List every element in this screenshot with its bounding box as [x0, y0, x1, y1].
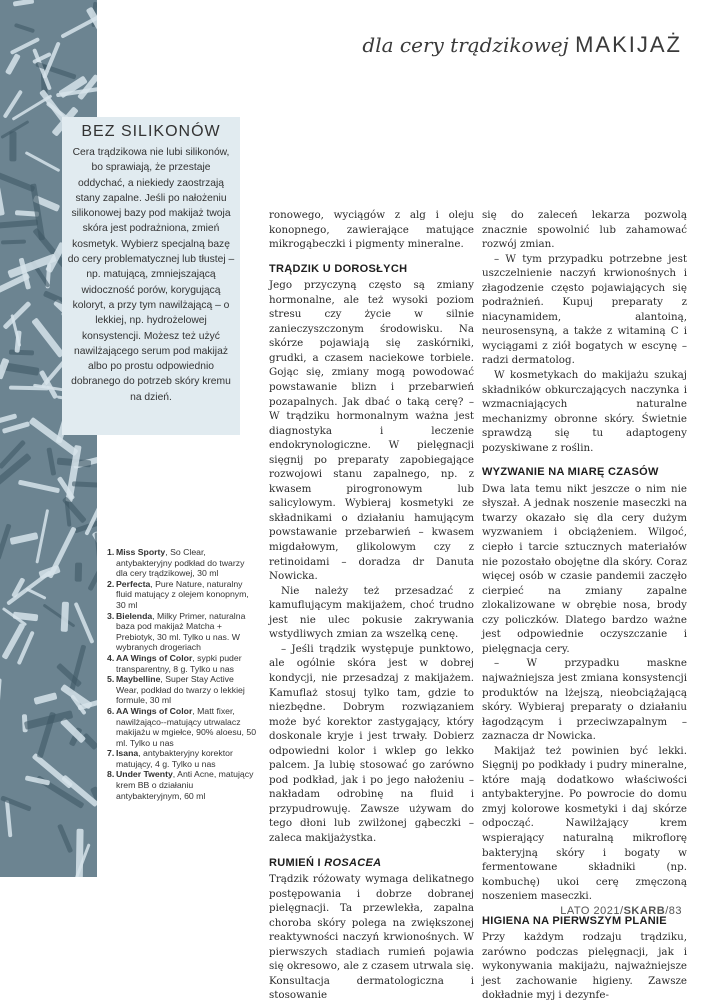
paper-shred-shape [0, 678, 2, 703]
sidebar-box [62, 117, 240, 435]
paper-shred-shape [31, 317, 65, 358]
list-item [107, 547, 257, 579]
paper-shred-shape [87, 560, 97, 591]
paragraph: – W tym przypadku potrzebne jest uszczelnienie naczyń krwionośnych i złagodzenie często pojawiających się podrażnień. Kupuj preparaty z niacynamidem, alantoiną, neurosensyną, a także z witaminą C i wyciągami z ziół bogatych w escynę – radzi dermatolog. [482, 252, 687, 367]
section-heading [269, 856, 474, 871]
paper-shred-shape [0, 168, 35, 193]
paper-shred-shape [24, 151, 59, 172]
paper-shred-shape [0, 186, 5, 215]
paper-shred-shape [5, 53, 21, 76]
paper-shred-shape [60, 601, 69, 631]
paper-shred-shape [3, 362, 40, 375]
item-desc: , sypki puder transparentny, 8 g. Tylko u nas [116, 652, 242, 674]
paper-shred-shape [76, 829, 83, 877]
item-desc: , Matt fixer, nawilżająco--matujący utrwalacz makijażu w mgiełce, 90% aloesu, 50 ml. Tylko u nas [116, 705, 257, 748]
paper-shred-shape [46, 448, 56, 477]
paper-shred-shape [47, 527, 76, 580]
paper-shred-shape [14, 23, 35, 33]
header-lead: dla cery trądzikowej [362, 33, 569, 57]
paper-shred-shape [90, 786, 97, 833]
item-desc: , Milky Primer, naturalna baza pod makijaż Matcha + Prebiotyk, 30 ml. Tylko u nas. W wybranych drogeriach [116, 610, 246, 653]
section-heading: TRĄDZIK U DOROSŁYCH [269, 262, 408, 275]
list-item [107, 769, 257, 801]
list-item [107, 653, 257, 674]
paragraph: – Jeśli trądzik występuje punktowo, ale ogólnie skóra jest w dobrej kondycji, nie przesadzaj z makijażem. Kamuflaż stosuj tylko tam, gdzie to niezbędne. Dobrym rozwiązaniem może być korektor zastygający, który doskonale kryje i jest trwały. Dobierz odpowiedni kolor i wklep go lekko palcem. Ja lubię stosować go zarówno pod podkład, jak i po jego nałożeniu – nakładam odrobinę na fluid i przypudrowuję. Zawsze używam do tego dłoni lub zwilżonej gąbeczki – zaleca makijażystka. [269, 642, 474, 844]
list-item [107, 579, 257, 611]
item-brand: AA Wings of Color [116, 652, 193, 663]
paragraph: ronowego, wyciągów z alg i oleju konopnego, zawierające matujące mikrogąbeczki i pigmenty mineralne. [269, 209, 474, 251]
paper-shred-shape [0, 413, 17, 424]
footer-issue: LATO 2021/ [560, 905, 624, 917]
paper-shred-shape [86, 7, 97, 59]
item-brand: Bielenda [116, 610, 153, 621]
paper-shred-shape [2, 421, 31, 434]
item-desc: , So Clear, antybakteryjny podkład do twarzy dla cery trądzikowej, 30 ml [116, 547, 245, 579]
item-number: 2. [107, 578, 115, 589]
paragraph: W kosmetykach do makijażu szukaj składników obkurczających naczynka i wzmacniających naturalne mechanizmy obronne skóry. Świetnie sprawdzą się tu adaptogeny pozyskiwane z roślin. [482, 369, 687, 454]
item-brand: Under Twenty [116, 769, 173, 780]
article-column-1 [269, 208, 474, 1003]
sidebar-title: BEZ SILIKONÓW [81, 123, 221, 140]
article-column-2 [482, 208, 687, 1003]
item-desc: , Anti Acne, matujący krem BB o działaniu antybakteryjnym, 60 ml [116, 769, 254, 801]
paper-shred-shape [42, 604, 75, 628]
header-topic: MAKIJAŻ [575, 32, 682, 57]
paper-shred-shape [0, 219, 37, 228]
sidebar-text: Cera trądzikowa nie lubi silikonów, bo sprawiają, że przestaje oddychać, a niekiedy zaostrzają stany zapalne. Jeśli po nałożeniu silikonowej bazy pod makijaż twoja skóra jest podrażniona, zmień kosmetyk. Wybierz specjalną bazę do cery problematycznej lub tłustej – np. matującą, zmniejszającą widoczność porów, korygującą koloryt, a przy tym nawilżającą – o lekkiej, np. hydrożelowej konsystencji. Możesz też użyć nawilżającego serum pod makijaż albo po prostu odpowiednio dobranego do potrzeb skóry kremu na dzień. [67, 147, 235, 403]
paragraph: się do zaleceń lekarza pozwolą znacznie spowolnić lub zahamować rozwój zmian. [482, 209, 687, 251]
list-item [107, 674, 257, 706]
item-brand: AA Wings of Color [116, 705, 193, 716]
paper-shred-shape [33, 692, 57, 705]
item-desc: , Pure Nature, naturalny fluid matujący z olejem konopnym, 30 ml [116, 578, 249, 610]
list-item [107, 611, 257, 653]
item-brand: Isana [116, 748, 139, 759]
list-item [107, 748, 257, 769]
paragraph: Makijaż też powinien być lekki. Sięgnij po podkłady i pudry mineralne, które mają dodatkowo właściwości antybakteryjne. Po powrocie do domu zmyj kolorowe kosmetyki i daj skórze odpocząć. Nawilżający krem wspierający naturalną mikroflorę bakteryjną skóry i bogaty w fermentowane składniki (np. kombuchę) ukoi cerę zmęczoną noszeniem maseczki. [482, 744, 687, 903]
paper-shred-shape [82, 733, 97, 751]
page-footer [560, 905, 682, 917]
section-heading: HIGIENA NA PIERWSZYM PLANIE [482, 914, 667, 927]
item-desc: , antybakteryjny korektor matujący, 4 g. Tylko u nas [116, 748, 233, 769]
section-heading: WYZWANIE NA MIARĘ CZASÓW [482, 466, 659, 479]
item-number: 4. [107, 652, 115, 663]
item-brand: Perfecta [116, 578, 151, 589]
paper-shred-shape [9, 532, 38, 545]
footer-magazine: SKARB [623, 905, 666, 917]
product-list [107, 547, 257, 801]
paper-shred-shape [18, 480, 60, 493]
paper-shred-shape [1, 239, 26, 244]
item-number: 3. [107, 610, 115, 621]
paper-shred-shape [72, 481, 97, 488]
item-brand: Miss Sporty [116, 547, 166, 557]
item-number: 8. [107, 769, 115, 780]
item-number: 1. [107, 547, 115, 557]
heading-text: RUMIEŃ I [269, 856, 325, 869]
paragraph: Przy każdym rodzaju trądziku, zarówno podczas pielęgnacji, jak i wykonywania makijażu, najważniejsze jest zachowanie higieny. Zawsze dokładnie myj i dezynfe- [482, 931, 687, 1002]
heading-italic-text: ROSACEA [324, 856, 382, 869]
page-header [362, 32, 682, 58]
paper-shred-shape [75, 563, 82, 582]
paragraph: Nie należy też przesadzać z kamuflującym makijażem, choć trudno jest nie ulec pokusie zakrywania wstydliwych zmian za wszelką cenę. [269, 584, 474, 641]
paper-shred-shape [6, 571, 52, 606]
item-number: 6. [107, 705, 115, 716]
paragraph: – W przypadku maskne najważniejsza jest zmiana konsystencji produktów na lżejszą, nieobciążającą skóry. Wybieraj preparaty o działaniu łagodzącym i przeciwzapalnym – zaznacza dr Nowicka. [482, 657, 687, 743]
item-number: 7. [107, 748, 115, 759]
paragraph: Trądzik różowaty wymaga delikatnego postępowania i dobrze dobranej pielęgnacji. Ta przewlekła, zapalna choroba skóry polega na zwiększonej reaktywności naczyń krwionośnych. W pierwszych stadiach rumień pojawia się okresowo, ale z czasem utrwala się. Konsultacja dermatologiczna i stosowanie [269, 873, 474, 1002]
paper-shred-shape [73, 601, 94, 643]
paragraph: Dwa lata temu nikt jeszcze o nim nie słyszał. A jednak noszenie maseczki na twarzy okazało się dla cery dużym wyzwaniem i obciążeniem. Wilgoć, ciepło i tarcie sztucznych materiałów nie pozostało obojętne dla skóry. Coraz więcej osób w czasie pandemii zaczęło cierpieć na zmiany zapalne zlokalizowane w obrębie nosa, brody czy policzków. Dlatego bardzo ważne jest odpowiednie oczyszczanie i pielęgnacja cery. [482, 482, 687, 655]
list-item [107, 706, 257, 748]
paper-shred-shape [10, 132, 17, 162]
item-brand: Maybelline [116, 674, 161, 685]
footer-page-number: /83 [665, 905, 682, 917]
item-desc: , Super Stay Active Wear, podkład do twarzy o lekkiej formule, 30 ml [116, 674, 245, 706]
item-number: 5. [107, 674, 115, 685]
paper-shred-shape [3, 302, 32, 331]
paper-shred-shape [5, 800, 12, 838]
paper-shred-shape [57, 824, 73, 854]
paper-shred-shape [9, 349, 34, 355]
paper-shred-shape [12, 0, 33, 7]
paragraph: Jego przyczyną często są zmiany hormonalne, ale też wysoki poziom stresu czy życie w silnie zanieczyszczonym środowisku. Na skórze pojawiają się zaskórniki, grudki, a czasem naciekowe torbiele. Gojąc się, zmiany mogą powodować powstawanie blizn i przebarwień pozapalnych. Jak dbać o taką cerę? – W trądziku hormonalnym ważna jest diagnostyka i leczenie endokrynologiczne. W pielęgnacji sięgnij po preparaty zapobiegające rozwojowi stanu zapalnego, np. z kwasem pirogronowym lub salicylowym. Wybieraj kosmetyki ze składnikami o działaniu hamującym powstawanie przebarwień – kwasem migdałowym, glikolowym czy z retinoidami – doradza dr Danuta Nowicka. [269, 279, 474, 583]
